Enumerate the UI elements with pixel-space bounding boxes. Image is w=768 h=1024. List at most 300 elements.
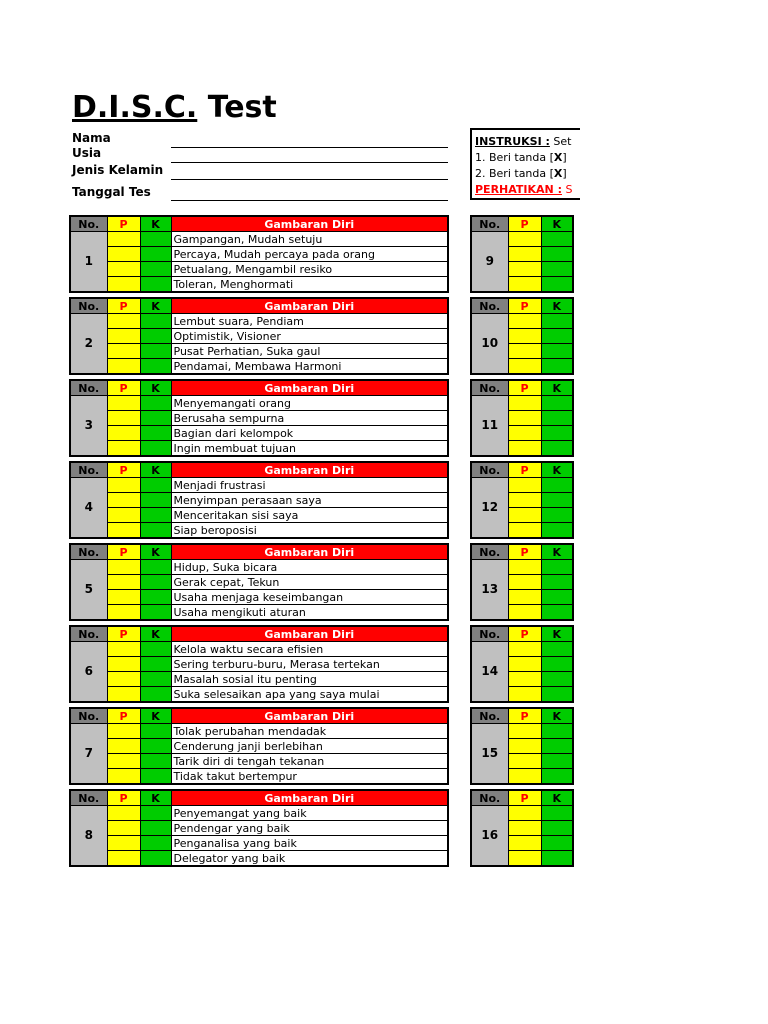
p-checkbox-cell[interactable] — [508, 411, 541, 426]
k-checkbox-cell[interactable] — [140, 508, 171, 523]
p-checkbox-cell[interactable] — [508, 754, 541, 769]
no-header: No. — [70, 708, 107, 724]
p-checkbox-cell[interactable] — [508, 851, 541, 867]
question-number: 10 — [471, 314, 508, 375]
table-row — [70, 642, 448, 657]
p-checkbox-cell[interactable] — [508, 329, 541, 344]
name-label: Nama — [72, 131, 111, 145]
question-number: 13 — [471, 560, 508, 621]
p-checkbox-cell[interactable] — [107, 396, 140, 411]
no-header: No. — [471, 298, 508, 314]
k-checkbox-cell[interactable] — [541, 575, 573, 590]
p-header: P — [107, 462, 140, 478]
p-header: P — [508, 298, 541, 314]
table-row — [70, 836, 448, 851]
p-checkbox-cell[interactable] — [107, 277, 140, 293]
left-question-block — [69, 461, 449, 539]
p-checkbox-cell[interactable] — [508, 478, 541, 493]
left-question-block — [69, 789, 449, 867]
k-checkbox-cell[interactable] — [541, 672, 573, 687]
p-checkbox-cell[interactable] — [107, 806, 140, 821]
k-checkbox-cell[interactable] — [140, 590, 171, 605]
k-checkbox-cell[interactable] — [541, 247, 573, 262]
k-header: K — [541, 626, 573, 642]
p-header: P — [107, 544, 140, 560]
page-title: D.I.S.C. Test — [72, 90, 277, 125]
k-header: K — [140, 380, 171, 396]
p-checkbox-cell[interactable] — [107, 687, 140, 703]
k-checkbox-cell[interactable] — [541, 426, 573, 441]
p-checkbox-cell[interactable] — [508, 687, 541, 703]
description-text: Pendengar yang baik — [171, 821, 448, 836]
k-checkbox-cell[interactable] — [541, 262, 573, 277]
p-checkbox-cell[interactable] — [508, 642, 541, 657]
no-header: No. — [471, 544, 508, 560]
k-checkbox-cell[interactable] — [140, 329, 171, 344]
right-question-block — [470, 297, 574, 375]
table-row — [70, 605, 448, 621]
k-checkbox-cell[interactable] — [140, 806, 171, 821]
description-text: Pusat Perhatian, Suka gaul — [171, 344, 448, 359]
k-checkbox-cell[interactable] — [140, 247, 171, 262]
block-header-row — [70, 298, 448, 314]
k-header: K — [140, 626, 171, 642]
k-checkbox-cell[interactable] — [140, 344, 171, 359]
table-row — [70, 262, 448, 277]
p-checkbox-cell[interactable] — [508, 232, 541, 247]
table-row — [70, 232, 448, 247]
k-header: K — [541, 298, 573, 314]
k-checkbox-cell[interactable] — [140, 441, 171, 457]
table-row — [70, 478, 448, 493]
k-checkbox-cell[interactable] — [541, 590, 573, 605]
age-field[interactable] — [171, 162, 448, 163]
table-row — [471, 724, 573, 739]
k-checkbox-cell[interactable] — [541, 754, 573, 769]
block-header-row — [471, 462, 573, 478]
no-header: No. — [471, 790, 508, 806]
description-text: Sering terburu-buru, Merasa tertekan — [171, 657, 448, 672]
k-checkbox-cell[interactable] — [541, 821, 573, 836]
table-row — [70, 329, 448, 344]
no-header: No. — [471, 380, 508, 396]
k-checkbox-cell[interactable] — [140, 560, 171, 575]
table-row — [70, 508, 448, 523]
k-checkbox-cell[interactable] — [541, 605, 573, 621]
k-header: K — [140, 216, 171, 232]
right-question-block — [470, 707, 574, 785]
p-checkbox-cell[interactable] — [107, 605, 140, 621]
question-number: 9 — [471, 232, 508, 293]
no-header: No. — [471, 462, 508, 478]
k-checkbox-cell[interactable] — [541, 344, 573, 359]
k-checkbox-cell[interactable] — [140, 754, 171, 769]
p-checkbox-cell[interactable] — [107, 836, 140, 851]
p-checkbox-cell[interactable] — [508, 262, 541, 277]
k-checkbox-cell[interactable] — [140, 851, 171, 867]
table-row — [70, 426, 448, 441]
description-header: Gambaran Diri — [171, 216, 448, 232]
description-text: Penganalisa yang baik — [171, 836, 448, 851]
k-checkbox-cell[interactable] — [140, 724, 171, 739]
table-row — [471, 478, 573, 493]
p-checkbox-cell[interactable] — [508, 396, 541, 411]
description-header: Gambaran Diri — [171, 544, 448, 560]
p-checkbox-cell[interactable] — [508, 657, 541, 672]
table-row — [70, 657, 448, 672]
k-checkbox-cell[interactable] — [541, 441, 573, 457]
description-text: Ingin membuat tujuan — [171, 441, 448, 457]
block-header-row — [70, 380, 448, 396]
p-checkbox-cell[interactable] — [508, 277, 541, 293]
p-checkbox-cell[interactable] — [508, 724, 541, 739]
table-row — [70, 754, 448, 769]
p-checkbox-cell[interactable] — [107, 493, 140, 508]
no-header: No. — [70, 544, 107, 560]
no-header: No. — [471, 216, 508, 232]
p-checkbox-cell[interactable] — [107, 247, 140, 262]
description-text: Penyemangat yang baik — [171, 806, 448, 821]
left-question-block — [69, 543, 449, 621]
k-checkbox-cell[interactable] — [140, 821, 171, 836]
description-header: Gambaran Diri — [171, 708, 448, 724]
k-checkbox-cell[interactable] — [541, 806, 573, 821]
no-header: No. — [471, 708, 508, 724]
description-header: Gambaran Diri — [171, 790, 448, 806]
no-header: No. — [70, 626, 107, 642]
p-checkbox-cell[interactable] — [107, 426, 140, 441]
p-checkbox-cell[interactable] — [508, 739, 541, 754]
name-field[interactable] — [171, 147, 448, 148]
k-checkbox-cell[interactable] — [541, 508, 573, 523]
left-question-block — [69, 625, 449, 703]
question-number: 7 — [70, 724, 107, 785]
p-checkbox-cell[interactable] — [107, 672, 140, 687]
description-text: Menceritakan sisi saya — [171, 508, 448, 523]
k-checkbox-cell[interactable] — [541, 769, 573, 785]
description-text: Gampangan, Mudah setuju — [171, 232, 448, 247]
p-checkbox-cell[interactable] — [107, 590, 140, 605]
k-checkbox-cell[interactable] — [541, 657, 573, 672]
p-checkbox-cell[interactable] — [107, 478, 140, 493]
p-checkbox-cell[interactable] — [107, 821, 140, 836]
question-number: 11 — [471, 396, 508, 457]
k-header: K — [140, 544, 171, 560]
description-header: Gambaran Diri — [171, 298, 448, 314]
table-row — [70, 739, 448, 754]
k-header: K — [541, 708, 573, 724]
block-header-row — [471, 708, 573, 724]
gender-field[interactable] — [171, 179, 448, 180]
question-number: 6 — [70, 642, 107, 703]
p-header: P — [107, 298, 140, 314]
p-checkbox-cell[interactable] — [107, 232, 140, 247]
description-text: Gerak cepat, Tekun — [171, 575, 448, 590]
question-number: 4 — [70, 478, 107, 539]
p-checkbox-cell[interactable] — [508, 560, 541, 575]
question-number: 2 — [70, 314, 107, 375]
k-checkbox-cell[interactable] — [541, 560, 573, 575]
p-header: P — [107, 626, 140, 642]
description-text: Siap beroposisi — [171, 523, 448, 539]
description-header: Gambaran Diri — [171, 462, 448, 478]
table-row — [70, 821, 448, 836]
no-header: No. — [70, 380, 107, 396]
k-header: K — [140, 462, 171, 478]
k-checkbox-cell[interactable] — [140, 493, 171, 508]
description-text: Usaha menjaga keseimbangan — [171, 590, 448, 605]
table-row — [70, 769, 448, 785]
description-text: Tidak takut bertempur — [171, 769, 448, 785]
k-checkbox-cell[interactable] — [541, 687, 573, 703]
p-checkbox-cell[interactable] — [107, 262, 140, 277]
p-checkbox-cell[interactable] — [107, 851, 140, 867]
p-checkbox-cell[interactable] — [508, 821, 541, 836]
table-row — [471, 806, 573, 821]
p-checkbox-cell[interactable] — [107, 344, 140, 359]
table-row — [471, 232, 573, 247]
p-header: P — [508, 380, 541, 396]
description-text: Cenderung janji berlebihan — [171, 739, 448, 754]
p-checkbox-cell[interactable] — [508, 359, 541, 375]
description-text: Berusaha sempurna — [171, 411, 448, 426]
p-checkbox-cell[interactable] — [107, 411, 140, 426]
k-checkbox-cell[interactable] — [140, 262, 171, 277]
description-text: Pendamai, Membawa Harmoni — [171, 359, 448, 375]
k-checkbox-cell[interactable] — [541, 836, 573, 851]
left-question-block — [69, 297, 449, 375]
description-text: Petualang, Mengambil resiko — [171, 262, 448, 277]
block-header-row — [471, 298, 573, 314]
p-checkbox-cell[interactable] — [508, 523, 541, 539]
description-text: Percaya, Mudah percaya pada orang — [171, 247, 448, 262]
k-checkbox-cell[interactable] — [541, 523, 573, 539]
p-checkbox-cell[interactable] — [508, 508, 541, 523]
k-checkbox-cell[interactable] — [541, 851, 573, 867]
question-number: 15 — [471, 724, 508, 785]
block-header-row — [471, 790, 573, 806]
k-checkbox-cell[interactable] — [140, 642, 171, 657]
test-date-field[interactable] — [171, 200, 448, 201]
p-checkbox-cell[interactable] — [508, 314, 541, 329]
p-checkbox-cell[interactable] — [508, 672, 541, 687]
question-number: 8 — [70, 806, 107, 867]
k-checkbox-cell[interactable] — [541, 396, 573, 411]
left-question-block — [69, 707, 449, 785]
table-row — [70, 441, 448, 457]
no-header: No. — [70, 216, 107, 232]
description-text: Hidup, Suka bicara — [171, 560, 448, 575]
table-row — [70, 590, 448, 605]
p-checkbox-cell[interactable] — [508, 426, 541, 441]
k-checkbox-cell[interactable] — [140, 277, 171, 293]
description-text: Menyimpan perasaan saya — [171, 493, 448, 508]
k-checkbox-cell[interactable] — [140, 605, 171, 621]
k-checkbox-cell[interactable] — [140, 411, 171, 426]
p-checkbox-cell[interactable] — [508, 605, 541, 621]
age-label: Usia — [72, 146, 102, 160]
table-row — [70, 396, 448, 411]
table-row — [70, 344, 448, 359]
table-row — [70, 314, 448, 329]
question-number: 14 — [471, 642, 508, 703]
table-row — [70, 851, 448, 867]
p-checkbox-cell[interactable] — [508, 493, 541, 508]
right-question-block — [470, 215, 574, 293]
description-text: Tarik diri di tengah tekanan — [171, 754, 448, 769]
description-text: Suka selesaikan apa yang saya mulai — [171, 687, 448, 703]
k-checkbox-cell[interactable] — [140, 739, 171, 754]
gender-label: Jenis Kelamin — [72, 163, 164, 177]
p-header: P — [508, 216, 541, 232]
block-header-row — [471, 216, 573, 232]
table-row — [70, 247, 448, 262]
p-header: P — [508, 462, 541, 478]
table-row — [70, 359, 448, 375]
p-checkbox-cell[interactable] — [107, 329, 140, 344]
table-row — [471, 560, 573, 575]
table-row — [70, 672, 448, 687]
k-header: K — [140, 708, 171, 724]
k-checkbox-cell[interactable] — [541, 642, 573, 657]
k-checkbox-cell[interactable] — [140, 836, 171, 851]
description-text: Bagian dari kelompok — [171, 426, 448, 441]
table-row — [70, 411, 448, 426]
question-number: 5 — [70, 560, 107, 621]
table-row — [70, 277, 448, 293]
p-checkbox-cell[interactable] — [508, 247, 541, 262]
k-header: K — [541, 462, 573, 478]
p-checkbox-cell[interactable] — [107, 560, 140, 575]
block-header-row — [70, 462, 448, 478]
k-checkbox-cell[interactable] — [140, 478, 171, 493]
k-checkbox-cell[interactable] — [140, 426, 171, 441]
k-checkbox-cell[interactable] — [541, 739, 573, 754]
block-header-row — [471, 380, 573, 396]
table-row — [70, 560, 448, 575]
test-date-label: Tanggal Tes — [72, 185, 151, 199]
p-checkbox-cell[interactable] — [107, 657, 140, 672]
p-checkbox-cell[interactable] — [508, 806, 541, 821]
right-question-block — [470, 625, 574, 703]
right-question-block — [470, 789, 574, 867]
k-checkbox-cell[interactable] — [541, 724, 573, 739]
question-number: 16 — [471, 806, 508, 867]
k-header: K — [541, 380, 573, 396]
k-checkbox-cell[interactable] — [140, 359, 171, 375]
description-text: Masalah sosial itu penting — [171, 672, 448, 687]
block-header-row — [70, 790, 448, 806]
p-checkbox-cell[interactable] — [107, 642, 140, 657]
table-row — [70, 806, 448, 821]
p-checkbox-cell[interactable] — [508, 769, 541, 785]
p-checkbox-cell[interactable] — [508, 590, 541, 605]
p-checkbox-cell[interactable] — [107, 314, 140, 329]
p-checkbox-cell[interactable] — [107, 575, 140, 590]
p-header: P — [508, 708, 541, 724]
description-text: Menjadi frustrasi — [171, 478, 448, 493]
k-checkbox-cell[interactable] — [541, 232, 573, 247]
description-text: Tolak perubahan mendadak — [171, 724, 448, 739]
k-checkbox-cell[interactable] — [541, 411, 573, 426]
description-text: Usaha mengikuti aturan — [171, 605, 448, 621]
question-number: 12 — [471, 478, 508, 539]
k-header: K — [541, 544, 573, 560]
no-header: No. — [70, 462, 107, 478]
p-checkbox-cell[interactable] — [508, 441, 541, 457]
description-text: Toleran, Menghormati — [171, 277, 448, 293]
k-checkbox-cell[interactable] — [140, 769, 171, 785]
description-text: Optimistik, Visioner — [171, 329, 448, 344]
p-header: P — [107, 216, 140, 232]
p-checkbox-cell[interactable] — [107, 724, 140, 739]
no-header: No. — [70, 790, 107, 806]
block-header-row — [471, 626, 573, 642]
p-checkbox-cell[interactable] — [107, 739, 140, 754]
p-checkbox-cell[interactable] — [508, 575, 541, 590]
k-checkbox-cell[interactable] — [140, 672, 171, 687]
description-text: Delegator yang baik — [171, 851, 448, 867]
table-row — [70, 523, 448, 539]
p-checkbox-cell[interactable] — [107, 523, 140, 539]
right-question-block — [470, 379, 574, 457]
p-checkbox-cell[interactable] — [107, 359, 140, 375]
p-checkbox-cell[interactable] — [107, 754, 140, 769]
p-header: P — [508, 544, 541, 560]
right-question-block — [470, 461, 574, 539]
k-checkbox-cell[interactable] — [541, 314, 573, 329]
p-header: P — [107, 790, 140, 806]
p-checkbox-cell[interactable] — [508, 344, 541, 359]
k-checkbox-cell[interactable] — [541, 359, 573, 375]
p-header: P — [508, 790, 541, 806]
k-checkbox-cell[interactable] — [140, 575, 171, 590]
description-text: Kelola waktu secara efisien — [171, 642, 448, 657]
k-checkbox-cell[interactable] — [140, 314, 171, 329]
k-checkbox-cell[interactable] — [140, 396, 171, 411]
p-checkbox-cell[interactable] — [107, 508, 140, 523]
description-text: Menyemangati orang — [171, 396, 448, 411]
k-checkbox-cell[interactable] — [541, 493, 573, 508]
p-header: P — [508, 626, 541, 642]
table-row — [471, 396, 573, 411]
k-checkbox-cell[interactable] — [140, 657, 171, 672]
k-checkbox-cell[interactable] — [541, 478, 573, 493]
block-header-row — [70, 708, 448, 724]
table-row — [70, 724, 448, 739]
k-header: K — [140, 790, 171, 806]
no-header: No. — [70, 298, 107, 314]
description-header: Gambaran Diri — [171, 380, 448, 396]
k-header: K — [541, 790, 573, 806]
k-checkbox-cell[interactable] — [140, 523, 171, 539]
block-header-row — [70, 216, 448, 232]
left-question-block — [69, 215, 449, 293]
p-header: P — [107, 380, 140, 396]
description-header: Gambaran Diri — [171, 626, 448, 642]
k-checkbox-cell[interactable] — [140, 687, 171, 703]
p-checkbox-cell[interactable] — [107, 441, 140, 457]
table-row — [70, 493, 448, 508]
k-checkbox-cell[interactable] — [140, 232, 171, 247]
k-checkbox-cell[interactable] — [541, 277, 573, 293]
table-row — [471, 314, 573, 329]
block-header-row — [70, 626, 448, 642]
k-checkbox-cell[interactable] — [541, 329, 573, 344]
p-checkbox-cell[interactable] — [508, 836, 541, 851]
p-checkbox-cell[interactable] — [107, 769, 140, 785]
k-header: K — [140, 298, 171, 314]
